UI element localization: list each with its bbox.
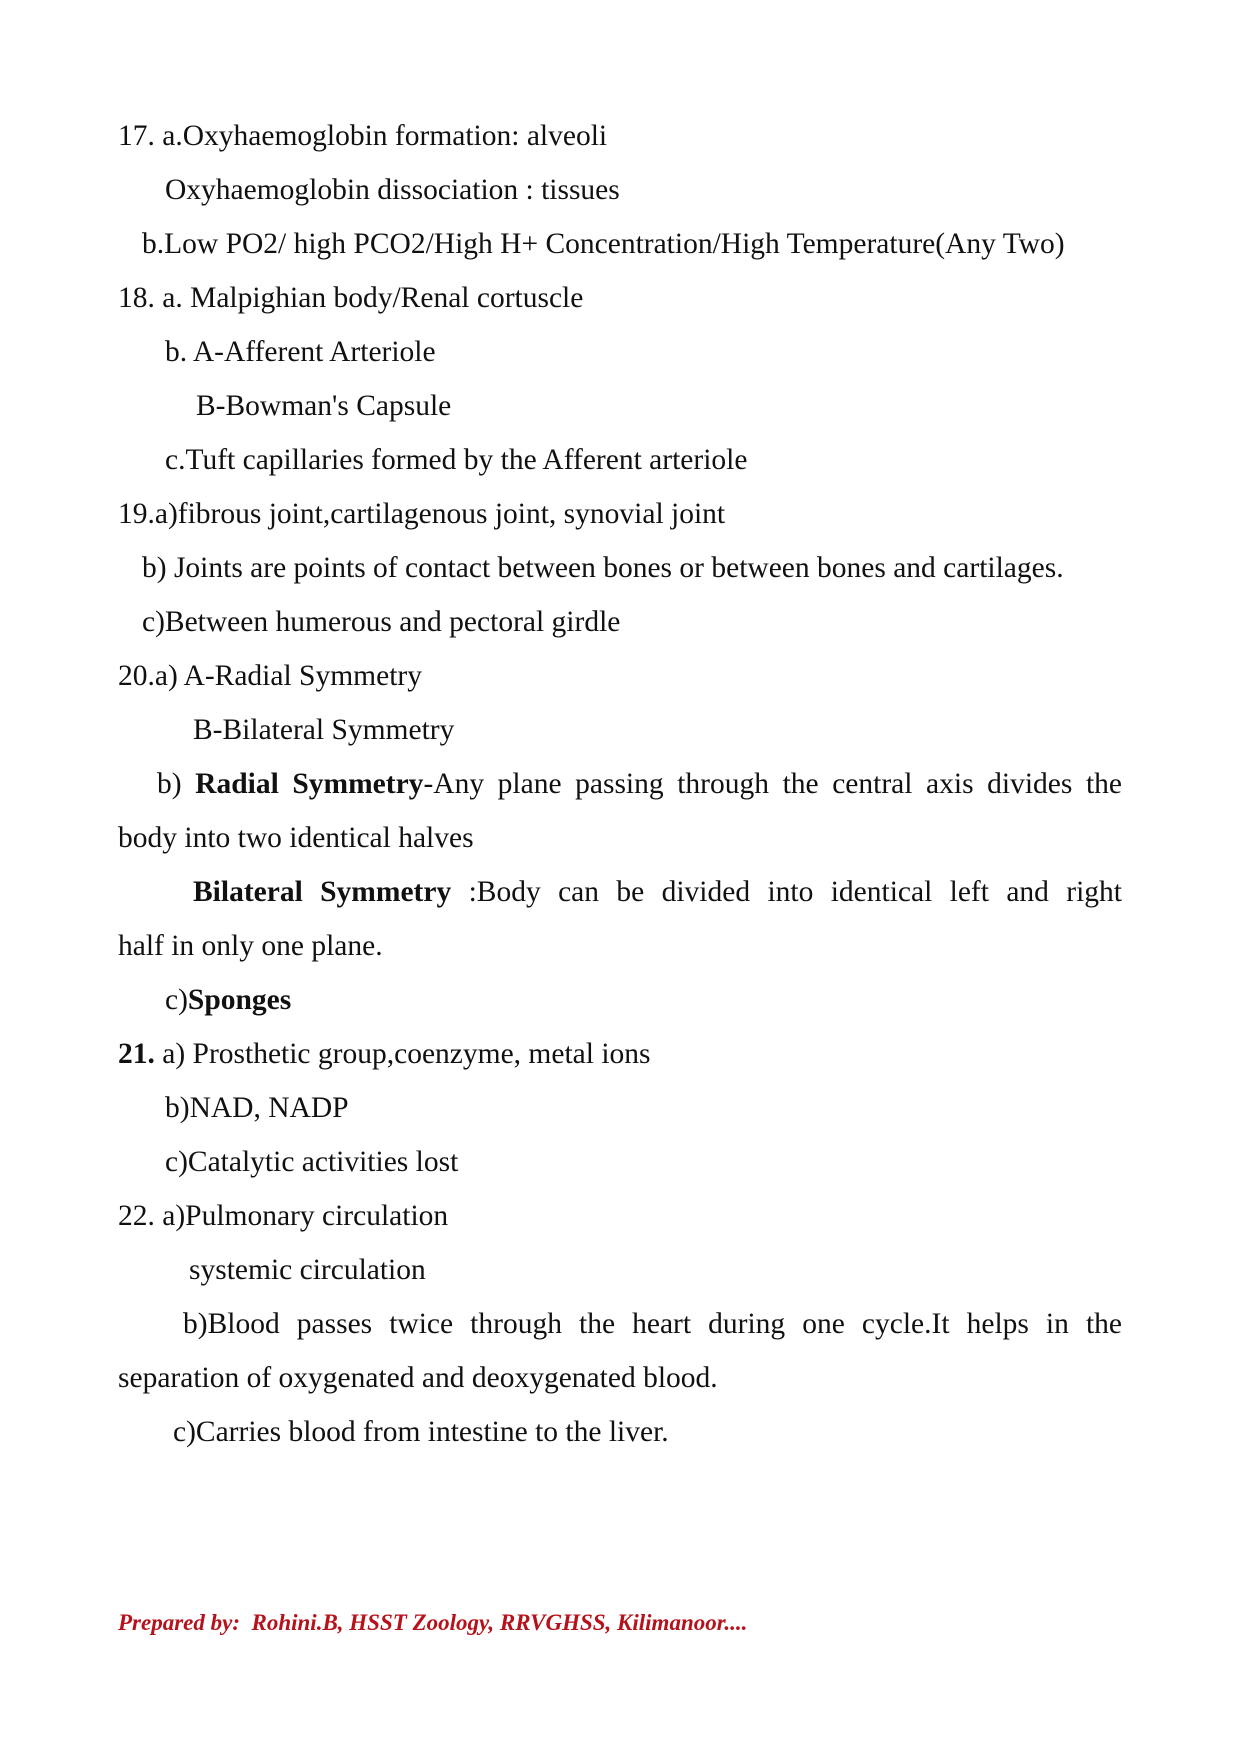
q21-number: 21. [118, 1038, 155, 1070]
q22-b-line1: b)Blood passes twice through the heart during one cycle.It helps in the [183, 1308, 1122, 1340]
prepared-by-footer: Prepared by: Rohini.B, HSST Zoology, RRVGHSS, Kilimanoor.... [118, 1610, 748, 1635]
q19-c: c)Between humerous and pectoral girdle [142, 606, 621, 638]
q17-a-line2: Oxyhaemoglobin dissociation : tissues [165, 174, 620, 206]
q20-c-prefix: c) [165, 984, 188, 1016]
q18-b-line2: B-Bowman's Capsule [196, 390, 452, 422]
q21-a-text: a) Prosthetic group,coenzyme, metal ions [154, 1038, 651, 1070]
q22-a-line1: 22. a)Pulmonary circulation [118, 1200, 449, 1232]
q20-b-bilateral [193, 872, 1122, 912]
q20-b-prefix: b) [157, 768, 196, 800]
q20-b-bilateral-cont: half in only one plane. [118, 930, 383, 962]
q21-a [118, 1034, 1122, 1074]
q18-a: 18. a. Malpighian body/Renal cortuscle [118, 282, 584, 314]
q21-c: c)Catalytic activities lost [165, 1146, 459, 1178]
q19-b: b) Joints are points of contact between bones or between bones and cartilages. [142, 552, 1064, 584]
q20-a-line1: 20.a) A-Radial Symmetry [118, 660, 422, 692]
q18-c: c.Tuft capillaries formed by the Afferent arteriole [165, 444, 748, 476]
q22-b-line2: separation of oxygenated and deoxygenated blood. [118, 1362, 718, 1394]
q22-a-line2: systemic circulation [189, 1254, 426, 1286]
bilateral-symmetry-term: Bilateral Symmetry [193, 876, 452, 908]
q22-c: c)Carries blood from intestine to the liver. [173, 1416, 669, 1448]
bilateral-symmetry-definition: :Body can be divided into identical left and right [451, 876, 1123, 908]
q17-a-line1: 17. a.Oxyhaemoglobin formation: alveoli [118, 120, 608, 152]
q19-a: 19.a)fibrous joint,cartilagenous joint, synovial joint [118, 498, 726, 530]
q20-a-line2: B-Bilateral Symmetry [193, 714, 455, 746]
q20-c-answer: Sponges [187, 984, 292, 1016]
q18-b-line1: b. A-Afferent Arteriole [165, 336, 436, 368]
q17-b: b.Low PO2/ high PCO2/High H+ Concentration/High Temperature(Any Two) [142, 228, 1065, 260]
radial-symmetry-term: Radial Symmetry [195, 768, 424, 800]
q20-b-radial [157, 764, 1122, 804]
q20-b-radial-cont: body into two identical halves [118, 822, 474, 854]
q21-b: b)NAD, NADP [165, 1092, 349, 1124]
q20-c [165, 980, 1169, 1020]
radial-symmetry-definition: -Any plane passing through the central axis divides the [423, 768, 1123, 800]
